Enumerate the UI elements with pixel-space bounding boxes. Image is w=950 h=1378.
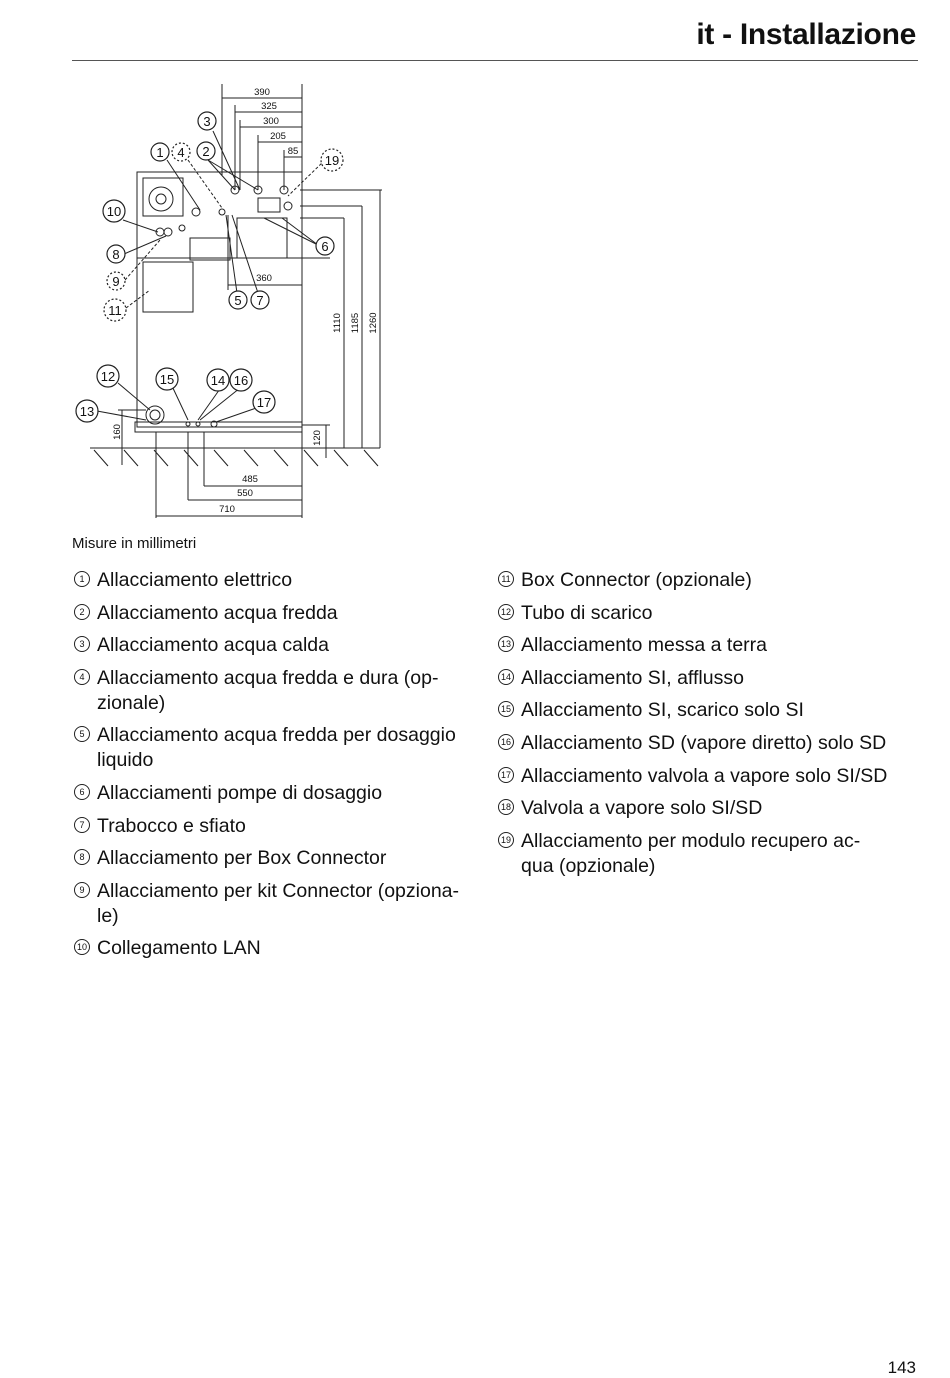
legend-item: [496, 568, 916, 593]
callout-label: 13: [79, 404, 95, 419]
dimension-label: 390: [254, 87, 270, 98]
callout-label: 9: [112, 274, 120, 289]
callout-label: 7: [256, 293, 264, 308]
legend-item: [72, 846, 492, 871]
legend-text-line: Allacciamento acqua fredda e dura (op-: [97, 666, 439, 689]
legend-text: Allacciamento acqua calda: [97, 634, 329, 657]
legend-number: 9: [74, 882, 90, 898]
legend-text: Allacciamento valvola a vapore solo SI/SD: [521, 764, 888, 787]
legend-item: [72, 879, 492, 929]
legend-number: 5: [74, 726, 90, 742]
diagram-caption: Misure in millimetri: [72, 535, 197, 552]
legend-text-line: qua (opzionale): [521, 854, 656, 877]
legend-text: Allacciamento SI, afflusso: [521, 666, 744, 689]
legend-item: [496, 698, 916, 723]
legend-text-line: Allacciamento per kit Connector (opziona-: [97, 879, 460, 902]
legend-item: [72, 666, 492, 716]
callout-label: 11: [108, 303, 122, 318]
dimension-label: 1260: [368, 312, 379, 334]
callout-label: 15: [159, 372, 175, 387]
legend-number: 1: [74, 571, 90, 587]
callout-label: 8: [112, 247, 120, 262]
legend-number: 6: [74, 784, 90, 800]
legend-item: [496, 666, 916, 691]
box-connector: [143, 262, 193, 312]
fan-icon: [149, 187, 173, 211]
legend-number: 18: [498, 799, 514, 815]
legend-text-line: le): [97, 904, 119, 927]
legend-item: [72, 601, 492, 626]
callout-label: 17: [256, 395, 272, 410]
legend-text: Trabocco e sfiato: [97, 814, 246, 837]
legend-item: [496, 829, 916, 879]
callout-label: 6: [321, 239, 329, 254]
page-number: 143: [887, 1358, 916, 1377]
legend-item: [72, 568, 492, 593]
legend-text-line: Allacciamento acqua fredda per dosaggio: [97, 724, 456, 747]
legend-item: [72, 723, 492, 773]
legend-item: [496, 764, 916, 789]
legend-text: Allacciamento SD (vapore diretto) solo SD: [521, 731, 887, 754]
legend-left: [72, 568, 492, 969]
legend-text: Tubo di scarico: [521, 601, 653, 624]
callout-label: 14: [210, 373, 226, 388]
dimension-label: 300: [263, 116, 279, 127]
floor-hatch: [94, 450, 378, 466]
legend-number: 16: [498, 734, 514, 750]
callout-label: 3: [203, 114, 211, 129]
legend-text: Box Connector (opzionale): [521, 569, 752, 591]
legend-text: Collegamento LAN: [97, 937, 261, 960]
dimension-label: 85: [287, 146, 299, 157]
legend-number: 17: [498, 767, 514, 783]
legend-item: [72, 781, 492, 806]
legend-item: [496, 633, 916, 658]
legend-item: [72, 633, 492, 658]
legend-number: 19: [498, 832, 514, 848]
callout-label: 2: [202, 144, 210, 159]
legend-number: 10: [74, 939, 90, 955]
callout-label: 4: [177, 145, 185, 160]
legend-text: Allacciamenti pompe di dosaggio: [97, 781, 383, 804]
legend-number: 4: [74, 669, 90, 685]
legend-item: [496, 796, 916, 821]
callout-label: 19: [324, 153, 340, 168]
legend-item: [72, 814, 492, 839]
legend-text: Allacciamento elettrico: [97, 569, 293, 591]
legend-number: 3: [74, 636, 90, 652]
callout-label: 1: [156, 145, 164, 160]
callout-label: 10: [106, 204, 122, 219]
dimension-label: 120: [312, 430, 323, 446]
dimension-label: 205: [270, 131, 286, 142]
dimension-label: 1110: [332, 313, 343, 333]
legend-text-line: Allacciamento per modulo recupero ac-: [521, 829, 861, 852]
legend-number: 12: [498, 604, 514, 620]
legend-item: [496, 731, 916, 756]
legend-text: Allacciamento messa a terra: [521, 634, 768, 657]
legend-item: [496, 601, 916, 626]
dimension-label: 360: [256, 273, 272, 284]
callout-label: 16: [233, 373, 249, 388]
legend-right: [496, 568, 916, 886]
callout-label: 5: [234, 293, 242, 308]
page-title: it - Installazione: [696, 18, 916, 51]
dimension-label: 485: [242, 474, 258, 485]
legend-text-line: zionale): [97, 691, 166, 714]
dimension-label: 160: [112, 424, 123, 440]
installation-diagram: [0, 0, 950, 530]
legend-number: 13: [498, 636, 514, 652]
legend-number: 2: [74, 604, 90, 620]
legend-number: 15: [498, 701, 514, 717]
legend-number: 7: [74, 817, 90, 833]
legend-item: [72, 936, 492, 961]
legend-text: Allacciamento per Box Connector: [97, 847, 387, 870]
dimension-label: 710: [219, 504, 235, 515]
terminal-block: [190, 238, 230, 260]
legend-text: Allacciamento acqua fredda: [97, 601, 338, 624]
legend-number: 8: [74, 849, 90, 865]
legend-text: Allacciamento SI, scarico solo SI: [521, 699, 804, 722]
legend-number: 11: [498, 571, 514, 587]
dimension-label: 1185: [350, 312, 361, 334]
dimension-label: 550: [237, 488, 253, 499]
callout-label: 12: [100, 369, 116, 384]
legend-text: Valvola a vapore solo SI/SD: [521, 797, 763, 820]
dimension-label: 325: [261, 101, 277, 112]
legend-text-line: liquido: [97, 749, 154, 772]
legend-number: 14: [498, 669, 514, 685]
